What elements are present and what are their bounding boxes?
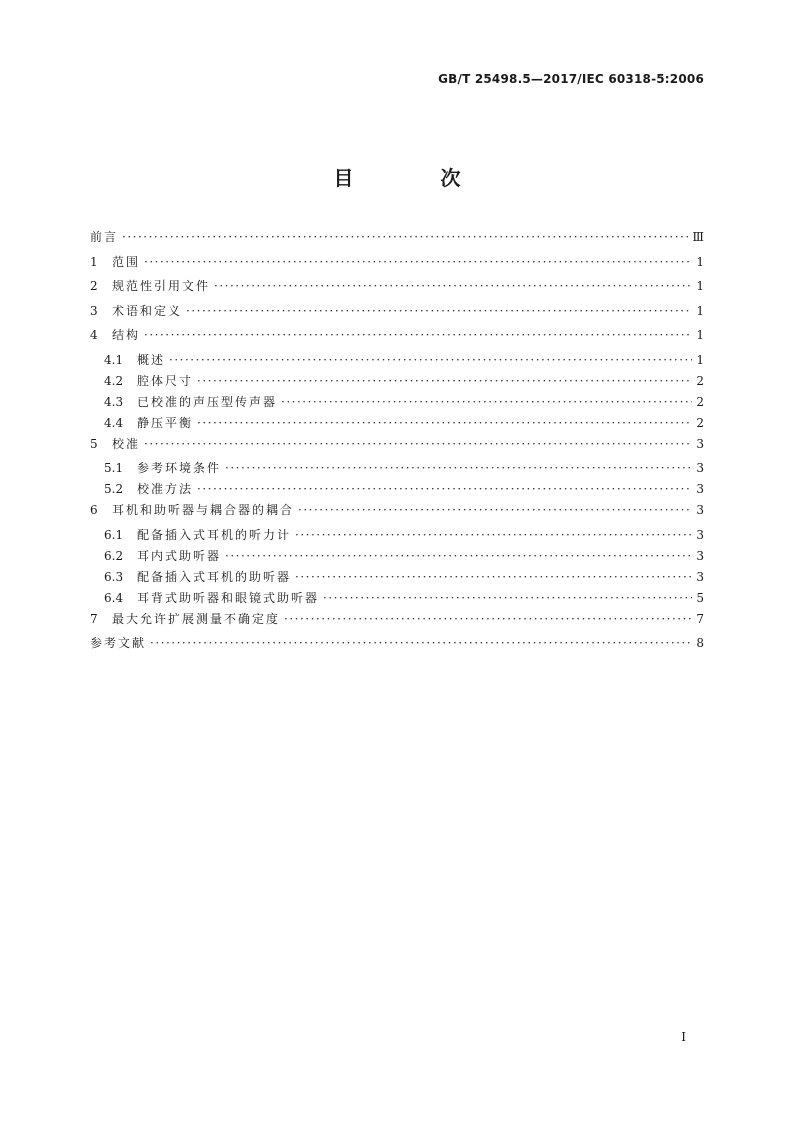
toc-entry-text: 配备插入式耳机的听力计 [137,527,292,542]
toc-entry[interactable] [90,326,704,351]
toc-entry-number: 4 [90,328,98,342]
toc-entry[interactable] [90,302,704,327]
toc-subentry[interactable] [90,414,704,435]
toc-entry-page: Ⅲ [692,230,704,244]
dot-leader [144,328,692,342]
toc-entry-text: 术语和定义 [112,303,183,318]
dot-leader [122,230,688,244]
dot-leader [295,570,692,584]
toc-entry-page: 8 [696,636,704,650]
toc-entry-text: 已校准的声压型传声器 [137,394,278,409]
toc-entry-text: 最大允许扩展测量不确定度 [112,611,281,626]
dot-leader [225,461,692,475]
toc-subentry[interactable] [90,568,704,589]
toc-entry[interactable] [90,277,704,302]
toc-entry-number: 3 [90,303,98,318]
toc-subentry[interactable] [90,351,704,372]
dot-leader [298,503,692,517]
toc-entry-page: 3 [696,461,704,475]
dot-leader [169,353,692,367]
toc-entry-number: 5.1 [104,461,124,475]
toc-entry-text: 校准 [112,436,141,451]
toc-entry-page: 1 [696,279,704,293]
toc-entry-page: 2 [696,415,704,430]
dot-leader [144,437,692,451]
toc-entry-text: 概述 [137,352,166,367]
dot-leader [214,279,692,293]
toc-entry-text: 耳机和助听器与耦合器的耦合 [112,503,295,517]
toc-subentry[interactable] [90,589,704,610]
toc-entry-text: 结构 [112,328,141,342]
toc-entry-number: 6.4 [104,590,124,605]
toc-subentry[interactable] [90,393,704,414]
toc-entry-text: 参考文献 [90,636,147,650]
toc-entry-number: 6.3 [104,569,124,584]
toc-entry[interactable] [90,610,704,635]
toc-entry-page: 3 [696,482,704,496]
dot-leader [144,255,692,269]
dot-leader [323,591,692,605]
toc-entry-page: 3 [696,548,704,563]
toc-entry-number: 4.2 [104,373,124,388]
dot-leader [150,636,692,650]
toc-subentry[interactable] [90,480,704,501]
toc-entry-number: 4.1 [104,352,124,367]
toc-entry[interactable] [90,634,704,659]
dot-leader [197,416,692,430]
toc-entry-page: 3 [696,503,704,517]
dot-leader [295,528,692,542]
toc-entry-number: 1 [90,254,98,269]
page-title: 目 次 [333,166,501,190]
toc-entry-number: 4.4 [104,415,124,430]
toc-subentry[interactable] [90,547,704,568]
toc-entry-number: 4.3 [104,394,124,409]
dot-leader [284,612,692,626]
toc-entry[interactable] [90,228,704,253]
toc-subentry[interactable] [90,372,704,393]
toc-subentry[interactable] [90,526,704,547]
toc-entry-text: 规范性引用文件 [112,279,211,293]
table-of-contents [90,228,704,659]
toc-entry-number: 6.2 [104,548,124,563]
toc-entry[interactable] [90,253,704,278]
toc-entry-page: 1 [696,328,704,342]
dot-leader [281,395,692,409]
toc-entry-page: 2 [696,394,704,409]
toc-entry-number: 2 [90,279,98,293]
standard-number-header: GB/T 25498.5—2017/IEC 60318-5:2006 [438,72,704,86]
toc-entry-text: 静压平衡 [137,415,194,430]
toc-entry-number: 5.2 [104,482,124,496]
toc-entry-text: 耳内式助听器 [137,548,222,563]
toc-entry-text: 耳背式助听器和眼镜式助听器 [137,590,320,605]
toc-entry-number: 5 [90,436,98,451]
dot-leader [197,374,692,388]
toc-entry-page: 7 [696,611,704,626]
toc-entry-text: 腔体尺寸 [137,373,194,388]
toc-entry-text: 配备插入式耳机的助听器 [137,569,292,584]
toc-entry[interactable] [90,501,704,526]
toc-entry-page: 3 [696,527,704,542]
toc-entry-number: 7 [90,611,98,626]
dot-leader [186,304,692,318]
dot-leader [225,549,692,563]
toc-entry-page: 2 [696,373,704,388]
toc-entry-page: 3 [696,436,704,451]
toc-entry[interactable] [90,435,704,460]
toc-entry-text: 校准方法 [137,482,194,496]
toc-entry-page: 5 [696,590,704,605]
toc-entry-page: 1 [696,352,704,367]
toc-entry-text: 参考环境条件 [137,461,222,475]
toc-entry-page: 1 [696,303,704,318]
toc-entry-page: 1 [696,254,704,269]
toc-entry-text: 前言 [90,230,119,244]
dot-leader [197,482,692,496]
toc-entry-number: 6.1 [104,527,124,542]
toc-subentry[interactable] [90,459,704,480]
page-number: I [681,1030,686,1044]
toc-entry-text: 范围 [112,254,141,269]
toc-entry-number: 6 [90,503,98,517]
toc-entry-page: 3 [696,569,704,584]
